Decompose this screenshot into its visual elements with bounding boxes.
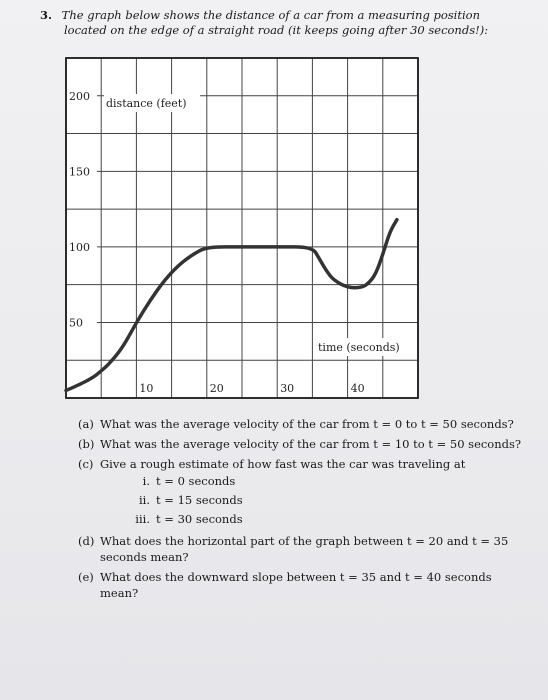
part-c-item-numeral: i. xyxy=(142,474,150,488)
part-c-item-numeral: ii. xyxy=(138,493,150,507)
part-e xyxy=(78,569,528,601)
question-text-line1: The graph below shows the distance of a car from a measuring position xyxy=(61,8,480,22)
part-c-letter: (c) xyxy=(78,457,94,471)
part-c-item-text: t = 15 seconds xyxy=(156,493,243,507)
part-c-item-text: t = 0 seconds xyxy=(156,474,236,488)
x-tick-label: 40 xyxy=(350,382,365,395)
part-c-item-numeral: iii. xyxy=(135,512,150,526)
part-e-letter: (e) xyxy=(78,570,94,584)
y-tick-label: 100 xyxy=(69,240,90,254)
question-text-line2: located on the edge of a straight road (it keeps going after 30 seconds!): xyxy=(64,23,489,37)
x-tick-label: 10 xyxy=(139,382,154,395)
y-tick-label: 50 xyxy=(69,316,83,330)
part-c-item xyxy=(128,491,528,510)
part-e-text: What does the downward slope between t = 35 and t = 40 seconds mean? xyxy=(100,570,492,600)
part-a-letter: (a) xyxy=(78,417,94,431)
y-tick-label: 200 xyxy=(69,89,90,103)
part-c-item xyxy=(128,510,528,529)
x-tick-label: 20 xyxy=(209,382,224,395)
y-tick-label: 150 xyxy=(69,165,90,179)
part-c-item-text: t = 30 seconds xyxy=(156,512,243,526)
part-c-item xyxy=(128,472,528,491)
part-d xyxy=(78,533,528,565)
part-c-text: Give a rough estimate of how fast was the car was traveling at xyxy=(100,457,466,471)
x-axis-label: time (seconds) xyxy=(318,341,400,354)
part-d-letter: (d) xyxy=(78,534,95,548)
part-b-text: What was the average velocity of the car from t = 10 to t = 50 seconds? xyxy=(100,437,522,451)
part-b-letter: (b) xyxy=(78,437,95,451)
part-d-text: What does the horizontal part of the graph between t = 20 and t = 35 seconds mean? xyxy=(100,534,509,564)
part-b xyxy=(78,436,528,452)
part-a xyxy=(78,416,528,432)
x-tick-label: 30 xyxy=(280,382,295,395)
question-parts xyxy=(78,416,528,605)
part-c xyxy=(78,456,528,529)
question-number: 3. xyxy=(40,8,53,22)
part-a-text: What was the average velocity of the car from t = 0 to t = 50 seconds? xyxy=(100,417,514,431)
y-axis-label: distance (feet) xyxy=(106,97,187,110)
